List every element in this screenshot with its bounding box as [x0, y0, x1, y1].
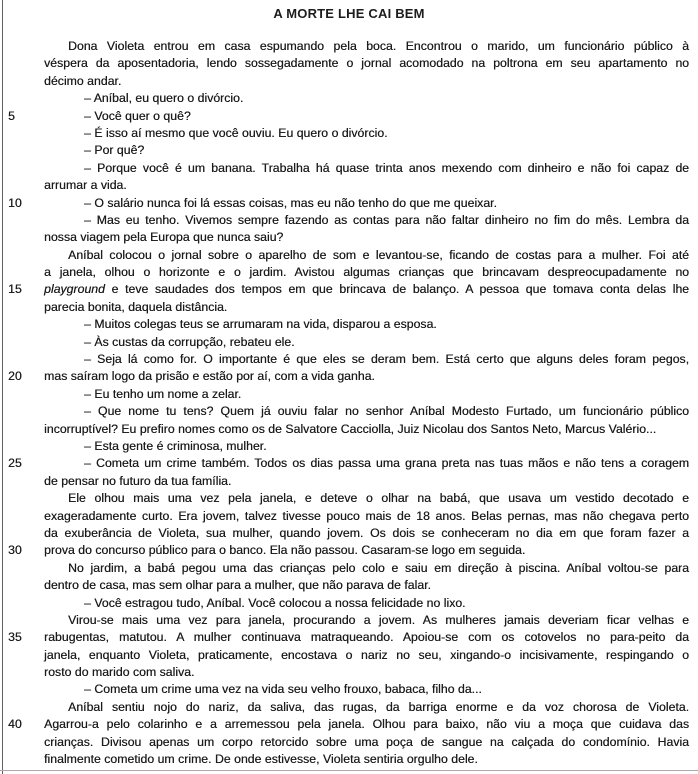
line-text	[44, 595, 689, 612]
text-segment: prova do concurso público para o banco. Ela não passou. Casaram-se logo em seguida.	[44, 543, 526, 558]
text-segment: – Cometa um crime uma vez na vida seu velho frouxo, babaca, filho da...	[84, 682, 482, 697]
line-number: 15	[8, 282, 22, 297]
line-text	[44, 560, 689, 577]
text-line	[0, 629, 698, 646]
text-line	[0, 455, 698, 472]
text-line	[0, 386, 698, 403]
line-text	[44, 664, 689, 681]
line-number	[0, 247, 44, 264]
line-number	[0, 351, 44, 368]
text-segment: a janela, olhou o horizonte e o jardim. Avistou algumas crianças que brincavam despreocupadamente no	[44, 265, 689, 280]
line-number	[0, 55, 44, 72]
text-line	[0, 108, 698, 125]
text-line	[0, 508, 698, 525]
text-segment: incorruptível? Eu prefiro nomes como os de Salvatore Cacciolla, Juiz Nicolau dos Santos Neto, Marcus Valério...	[44, 421, 657, 436]
line-number: 35	[8, 630, 22, 645]
line-text	[44, 421, 689, 438]
line-text	[44, 542, 689, 559]
line-number: 30	[8, 543, 22, 558]
line-number	[0, 125, 44, 142]
line-number	[0, 73, 44, 90]
line-number	[0, 438, 44, 455]
line-number	[0, 734, 44, 751]
line-number: 40	[8, 717, 22, 732]
line-number	[0, 264, 44, 281]
text-line	[0, 525, 698, 542]
text-segment: – Porque você é um banana. Trabalha há quase trinta anos mexendo com dinheiro e não foi capaz de	[84, 160, 689, 175]
text-segment: crianças. Divisou apenas um corpo retorcido sobre uma poça de sangue na calçada do condomínio. Havia	[44, 734, 689, 749]
line-text	[44, 386, 689, 403]
text-line	[0, 264, 698, 281]
text-segment: Agarrou-a pelo colarinho e a arremessou pela janela. Olhou para baixo, não viu a moça que cuidava das	[44, 717, 689, 732]
text-segment: dentro de casa, mas sem olhar para a mulher, que não parava de falar.	[44, 578, 431, 593]
text-line	[0, 351, 698, 368]
text-segment: nossa viagem pela Europa que nunca saiu?	[44, 230, 284, 245]
text-line	[0, 734, 698, 751]
line-number	[0, 490, 44, 507]
text-segment: Aníbal colocou o jornal sobre o aparelho de som e levantou-se, ficando de costas para a mulher. Foi até	[68, 247, 689, 262]
text-segment: parecia bonita, daquela distância.	[44, 299, 228, 314]
text-line	[0, 595, 698, 612]
text-segment: e teve saudades dos tempos em que brincava de balanço. A pessoa que tomava conta delas lhe	[104, 282, 689, 297]
text-line	[0, 421, 698, 438]
text-line	[0, 403, 698, 420]
text-line	[0, 438, 698, 455]
text-line	[0, 542, 698, 559]
text-segment: Dona Violeta entrou em casa espumando pela boca. Encontrou o marido, um funcionário público à	[68, 39, 689, 53]
text-line	[0, 177, 698, 194]
text-line	[0, 55, 698, 72]
bottom-border-line	[0, 770, 698, 771]
line-number	[0, 334, 44, 351]
line-text	[44, 334, 689, 351]
text-line	[0, 716, 698, 733]
text-segment: – Aníbal, eu quero o divórcio.	[84, 91, 244, 106]
text-line	[0, 299, 698, 316]
text-line	[0, 212, 698, 229]
text-line	[0, 560, 698, 577]
text-segment: finalmente cometido um crime. De onde estivesse, Violeta sentiria orgulho dele.	[44, 752, 478, 767]
line-text	[44, 142, 689, 159]
line-text	[44, 125, 689, 142]
line-number: 25	[8, 456, 22, 471]
line-text	[44, 177, 689, 194]
line-text	[44, 351, 689, 368]
line-text	[44, 90, 689, 107]
line-number	[0, 142, 44, 159]
line-number: 10	[8, 195, 22, 210]
text-segment: rosto do marido com saliva.	[44, 665, 195, 680]
text-line	[0, 368, 698, 385]
text-segment: – É isso aí mesmo que você ouviu. Eu quero o divórcio.	[84, 125, 388, 140]
text-line	[0, 612, 698, 629]
line-text	[44, 473, 689, 490]
text-line	[0, 160, 698, 177]
text-body	[0, 38, 698, 768]
line-text	[44, 160, 689, 177]
text-line	[0, 73, 698, 90]
text-line	[0, 334, 698, 351]
text-segment: Ele olhou mais uma vez pela janela, e deteve o olhar na babá, que usava um vestido decotado e	[68, 491, 689, 506]
text-line	[0, 647, 698, 664]
line-text	[44, 699, 689, 716]
text-segment: rabugentas, matutou. A mulher continuava matraqueando. Apoiou-se com os cotovelos no para-peito da	[44, 630, 689, 645]
italic-text: playground	[44, 282, 105, 297]
line-text	[44, 281, 689, 298]
line-number: 5	[8, 108, 15, 123]
text-segment: No jardim, a babá pegou uma das crianças pelo colo e saiu em direção à piscina. Aníbal voltou-se para	[68, 560, 689, 575]
text-segment: da exuberância de Violeta, sua mulher, quando jovem. Os dois se conheceram no dia em que foram fazer a	[44, 525, 689, 540]
line-number	[0, 595, 44, 612]
text-line	[0, 142, 698, 159]
line-number	[0, 212, 44, 229]
line-number	[0, 560, 44, 577]
text-segment: – Cometa um crime também. Todos os dias passa uma grana preta nas tuas mãos e não tens a coragem	[84, 456, 689, 471]
line-text	[44, 73, 689, 90]
line-text	[44, 612, 689, 629]
line-text	[44, 455, 689, 472]
line-number	[0, 177, 44, 194]
text-segment: de pensar no futuro da tua família.	[44, 473, 232, 488]
line-number	[0, 525, 44, 542]
text-line	[0, 316, 698, 333]
text-line	[0, 90, 698, 107]
text-line	[0, 473, 698, 490]
text-segment: – Você quer o quê?	[84, 108, 191, 123]
line-number	[0, 612, 44, 629]
text-line	[0, 125, 698, 142]
text-segment: Aníbal sentiu nojo do nariz, da saliva, das rugas, da barriga enorme e da voz chorosa de Violeta.	[68, 699, 689, 714]
line-text	[44, 212, 689, 229]
line-text	[44, 490, 689, 507]
text-segment: – O salário nunca foi lá essas coisas, mas eu não tenho do que me queixar.	[84, 195, 497, 210]
text-segment: – Muitos colegas teus se arrumaram na vida, disparou a esposa.	[84, 317, 437, 332]
line-number	[0, 386, 44, 403]
line-text	[44, 264, 689, 281]
line-text	[44, 299, 689, 316]
line-text	[44, 368, 689, 385]
line-number	[0, 473, 44, 490]
text-line	[0, 751, 698, 768]
text-line	[0, 195, 698, 212]
line-text	[44, 195, 689, 212]
line-number	[0, 38, 44, 55]
text-line	[0, 38, 698, 55]
text-segment: Virou-se mais uma vez para janela, procurando a jovem. As mulheres jamais deveriam ficar velhas e	[68, 612, 689, 627]
text-segment: décimo andar.	[44, 73, 122, 88]
text-segment: – Às custas da corrupção, rebateu ele.	[84, 334, 295, 349]
text-segment: – Mas eu tenho. Vivemos sempre fazendo as contas para não faltar dinheiro no fim do mês. Lembra da	[84, 212, 689, 227]
line-text	[44, 403, 689, 420]
text-segment: – Eu tenho um nome a zelar.	[84, 386, 242, 401]
line-text	[44, 55, 689, 72]
line-text	[44, 438, 689, 455]
line-text	[44, 629, 689, 646]
text-segment: janela, enquanto Violeta, praticamente, encostava o nariz no seu, xingando-o incisivamente, respingando o	[44, 647, 689, 662]
line-text	[44, 716, 689, 733]
document-title: A MORTE LHE CAI BEM	[273, 6, 425, 21]
text-segment: exageradamente curto. Era jovem, talvez tivesse pouco mais de 18 anos. Belas pernas, mas não chegava perto	[44, 508, 689, 523]
line-text	[44, 647, 689, 664]
line-number: 20	[8, 369, 22, 384]
line-text	[44, 229, 689, 246]
line-number	[0, 229, 44, 246]
text-line	[0, 281, 698, 298]
text-segment: véspera da aposentadoria, lendo sossegadamente o jornal acomodado na poltrona em seu apartamento no	[44, 56, 689, 71]
text-segment: arrumar a vida.	[44, 178, 127, 193]
text-segment: mas saíram logo da prisão e estão por aí, com a vida ganha.	[44, 369, 375, 384]
line-text	[44, 508, 689, 525]
text-line	[0, 664, 698, 681]
line-text	[44, 681, 689, 698]
line-number	[0, 90, 44, 107]
text-line	[0, 229, 698, 246]
line-text	[44, 108, 689, 125]
line-number	[0, 316, 44, 333]
line-number	[0, 647, 44, 664]
text-segment: – Seja lá como for. O importante é que eles se deram bem. Está certo que alguns deles foram pegos,	[84, 352, 689, 367]
text-segment: – Que nome tu tens? Quem já ouviu falar no senhor Aníbal Modesto Furtado, um funcionário público	[84, 404, 689, 419]
line-number	[0, 751, 44, 768]
line-number	[0, 299, 44, 316]
text-line	[0, 681, 698, 698]
line-text	[44, 38, 689, 55]
text-line	[0, 699, 698, 716]
line-number	[0, 421, 44, 438]
line-number	[0, 681, 44, 698]
text-line	[0, 577, 698, 594]
text-line	[0, 490, 698, 507]
line-text	[44, 734, 689, 751]
text-segment: – Você estragou tudo, Aníbal. Você colocou a nossa felicidade no lixo.	[84, 595, 466, 610]
text-segment: – Esta gente é criminosa, mulher.	[84, 438, 267, 453]
line-number	[0, 664, 44, 681]
line-text	[44, 525, 689, 542]
line-number	[0, 699, 44, 716]
text-segment: – Por quê?	[84, 143, 145, 158]
line-text	[44, 247, 689, 264]
line-number	[0, 403, 44, 420]
line-number	[0, 508, 44, 525]
line-text	[44, 577, 689, 594]
line-number	[0, 577, 44, 594]
text-line	[0, 247, 698, 264]
line-text	[44, 751, 689, 768]
line-text	[44, 316, 689, 333]
line-number	[0, 160, 44, 177]
